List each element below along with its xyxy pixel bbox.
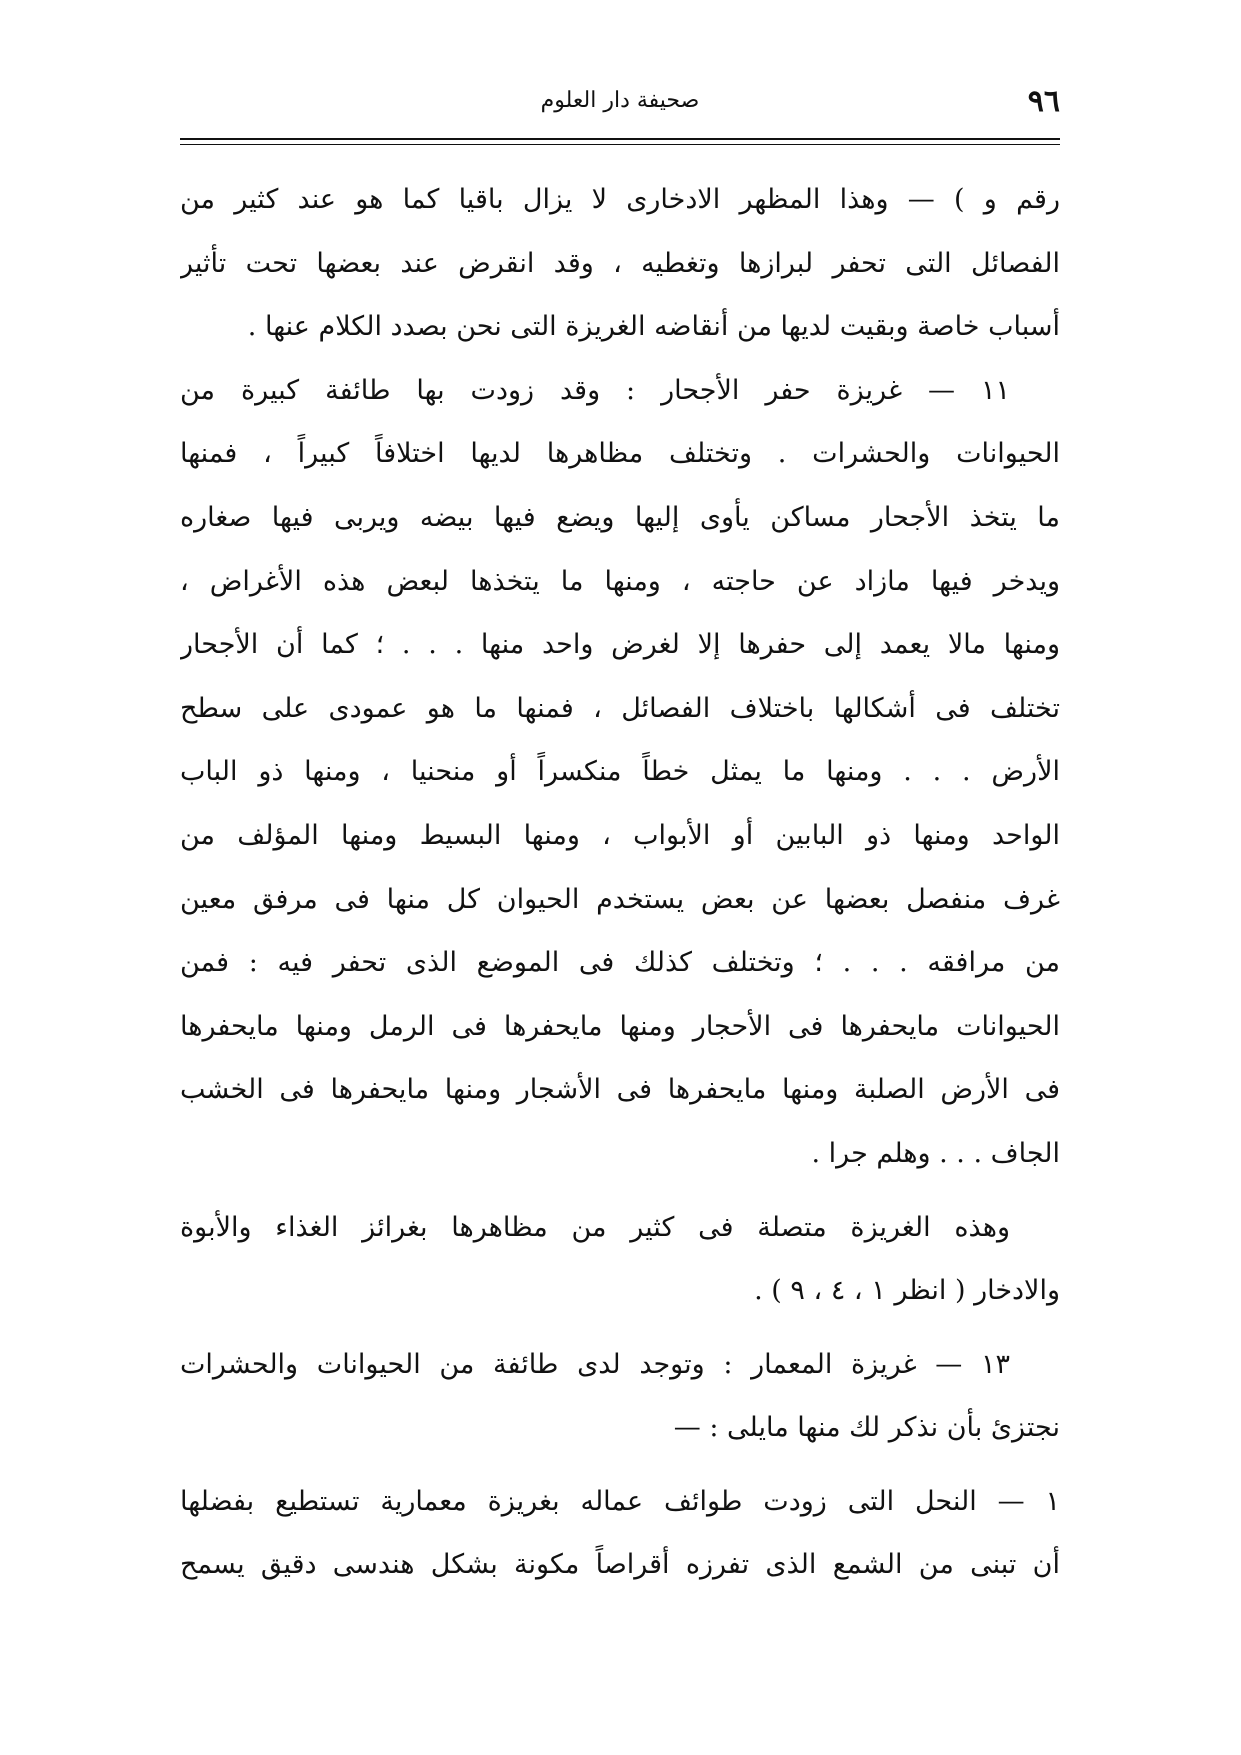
- paragraph-gap: [180, 1186, 1060, 1196]
- text-line: نجتزئ بأن نذكر لك منها مايلى : —: [673, 1412, 1060, 1444]
- text-line: أن تبنى من الشمع الذى تفرزه أقراصاً مكونة بشكل هندسى دقيق يسمح: [180, 1549, 1060, 1581]
- paragraph-gap: [180, 1323, 1060, 1333]
- text-line: الأرض . . . ومنها ما يمثل خطاً منكسراً أو منحنيا ، ومنها ذو الباب: [180, 756, 1060, 788]
- section-heading-line: ١١ — غريزة حفر الأجحار : وقد زودت بها طائفة كبيرة من: [180, 374, 1010, 406]
- text-line: الفصائل التى تحفر لبرازها وتغطيه ، وقد انقرض عند بعضها تحت تأثير: [180, 247, 1060, 279]
- text-line: الجاف . . . وهلم جرا .: [811, 1137, 1060, 1169]
- list-item-line: ١ — النحل التى زودت طوائف عماله بغريزة معمارية تستطيع بفضلها: [180, 1485, 1060, 1517]
- page-header: [180, 78, 1060, 132]
- text-line: من مرافقه . . . ؛ وتختلف كذلك فى الموضع الذى تحفر فيه : فمن: [180, 947, 1060, 979]
- text-line: تختلف فى أشكالها باختلاف الفصائل ، فمنها ما هو عمودى على سطح: [180, 692, 1060, 724]
- header-rule: [180, 138, 1060, 140]
- text-line: ومنها مالا يعمد إلى حفرها إلا لغرض واحد منها . . . ؛ كما أن الأجحار: [180, 629, 1060, 661]
- text-line: الواحد ومنها ذو البابين أو الأبواب ، ومنها البسيط ومنها المؤلف من: [180, 819, 1060, 851]
- text-line: رقم و ) — وهذا المظهر الادخارى لا يزال باقيا كما هو عند كثير من: [180, 184, 1060, 215]
- text-line: ويدخر فيها مازاد عن حاجته ، ومنها ما يتخذها لبعض هذه الأغراض ،: [180, 565, 1060, 597]
- header-rule-secondary: [180, 144, 1060, 145]
- journal-title: صحيفة دار العلوم: [540, 88, 700, 113]
- section-heading-line: ١٣ — غريزة المعمار : وتوجد لدى طائفة من الحيوانات والحشرات: [180, 1348, 1010, 1380]
- text-line: والادخار ( انظر ١ ، ٤ ، ٩ ) .: [754, 1275, 1060, 1307]
- body-text: [180, 168, 1060, 1597]
- text-line: أسباب خاصة وبقيت لديها من أنقاضه الغريزة التى نحن بصدد الكلام عنها .: [247, 311, 1060, 343]
- text-line: الحيوانات مايحفرها فى الأحجار ومنها مايحفرها فى الرمل ومنها مايحفرها: [180, 1010, 1060, 1042]
- text-line: فى الأرض الصلبة ومنها مايحفرها فى الأشجار ومنها مايحفرها فى الخشب: [180, 1074, 1060, 1106]
- paragraph-gap: [180, 1460, 1060, 1470]
- text-line: ما يتخذ الأجحار مساكن يأوى إليها ويضع فيها بيضه ويربى فيها صغاره: [180, 501, 1060, 533]
- text-line: الحيوانات والحشرات . وتختلف مظاهرها لديها اختلافاً كبيراً ، فمنها: [180, 438, 1060, 470]
- text-line: غرف منفصل بعضها عن بعض يستخدم الحيوان كل منها فى مرفق معين: [180, 883, 1060, 915]
- page-number: ٩٦: [1027, 84, 1060, 119]
- text-line: وهذه الغريزة متصلة فى كثير من مظاهرها بغرائز الغذاء والأبوة: [180, 1211, 1010, 1243]
